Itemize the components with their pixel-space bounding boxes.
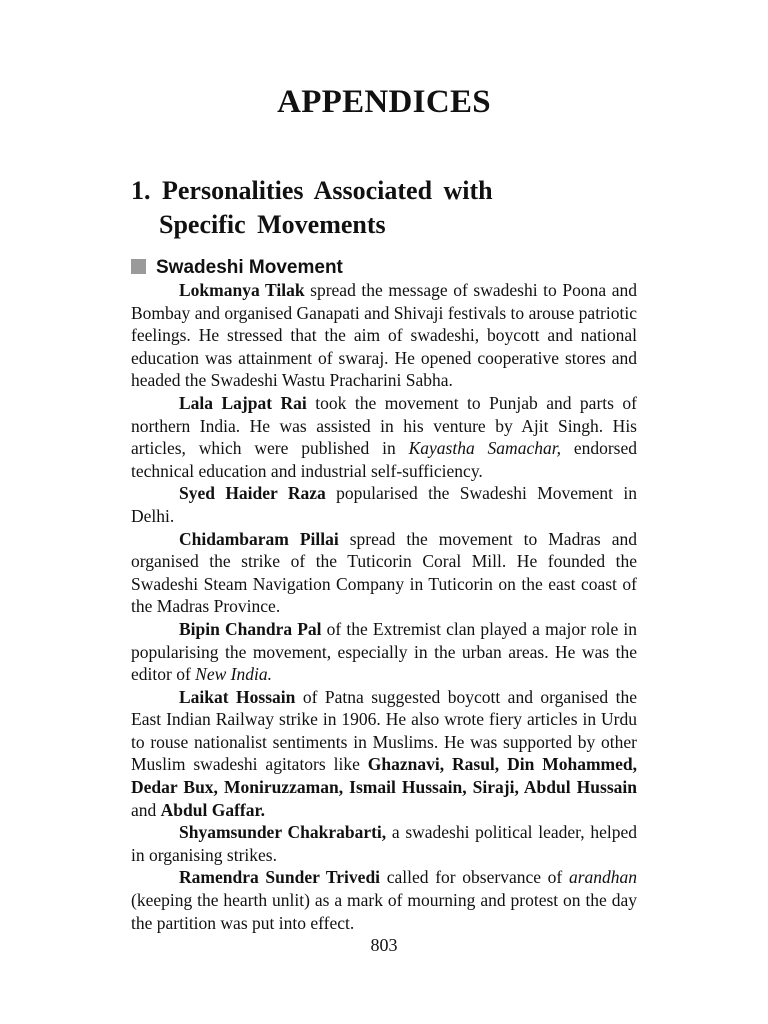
person-name: Laikat Hossain (179, 686, 296, 707)
paragraph-text: called for observance of (380, 867, 569, 888)
paragraph (131, 482, 637, 527)
person-name: Lokmanya Tilak (179, 280, 305, 300)
square-bullet-icon (131, 259, 146, 274)
italic-term: Kayastha Samachar, (408, 438, 561, 459)
paragraph-text: of the Extremist clan played a major role in popularising the movement, especially in the urban areas. He was the editor of (131, 618, 637, 685)
person-name: Lala Lajpat Rai (179, 392, 307, 413)
body-text (131, 279, 637, 934)
chapter-title-line-1: 1. Personalities Associated with (131, 176, 493, 205)
paragraph-text: (keeping the hearth unlit) as a mark of mourning and protest on the day the partition was put into effect. (131, 890, 637, 933)
italic-term: New India. (195, 664, 272, 685)
person-name: Shyamsunder Chakrabarti, (179, 822, 387, 843)
paragraph-text: popularised the Swadeshi Movement in Delhi. (131, 483, 637, 526)
person-name: Ramendra Sunder Trivedi (179, 867, 381, 888)
page-number: 803 (370, 935, 398, 955)
chapter-title-line-2: Specific Movements (159, 210, 386, 239)
person-name: Ghaznavi, Rasul, Din Mohammed, Dedar Bux, Moniruzzaman, Ismail Hussain, Siraji, Abdul Hussain (131, 754, 637, 798)
paragraph (131, 686, 637, 822)
person-name: Chidambaram Pillai (179, 528, 339, 549)
paragraph-text: spread the message of swadeshi to Poona and Bombay and organised Ganapati and Shivaji festivals to arouse patriotic feelings. He stressed that the aim of swadeshi, boycott and national education was attainment of swaraj. He opened cooperative stores and headed the Swadeshi Wastu Pracharini Sabha. (131, 280, 637, 391)
italic-term: arandhan (568, 867, 638, 888)
paragraph (131, 528, 637, 618)
paragraph-text: took the movement to Punjab and parts of northern India. He was assisted in his venture by Ajit Singh. His articles, which were published in (131, 392, 637, 459)
chapter-title (131, 174, 651, 242)
person-name: Bipin Chandra Pal (179, 618, 322, 639)
section-heading (131, 257, 343, 279)
paragraph-text: endorsed technical education and industrial self-sufficiency. (131, 438, 637, 481)
page-title: APPENDICES (277, 84, 491, 120)
paragraph (131, 392, 637, 482)
section-title: Swadeshi Movement (156, 257, 343, 278)
paragraph (131, 866, 637, 934)
paragraph-text: spread the movement to Madras and organised the strike of the Tuticorin Coral Mill. He founded the Swadeshi Steam Navigation Company in Tuticorin on the east coast of the Madras Province. (131, 528, 637, 617)
person-name: Abdul Gaffar. (160, 799, 266, 820)
paragraph (131, 279, 637, 392)
paragraph-text: a swadeshi political leader, helped in organising strikes. (131, 822, 637, 865)
paragraph (131, 618, 637, 686)
paragraph-text: of Patna suggested boycott and organised the East Indian Railway strike in 1906. He also wrote fiery articles in Urdu to rouse nationalist sentiments in Muslims. He was supported by other Muslim swadeshi agitators like (131, 686, 637, 775)
person-name: Syed Haider Raza (179, 483, 326, 504)
paragraph-text: and (131, 799, 161, 820)
paragraph (131, 821, 637, 866)
